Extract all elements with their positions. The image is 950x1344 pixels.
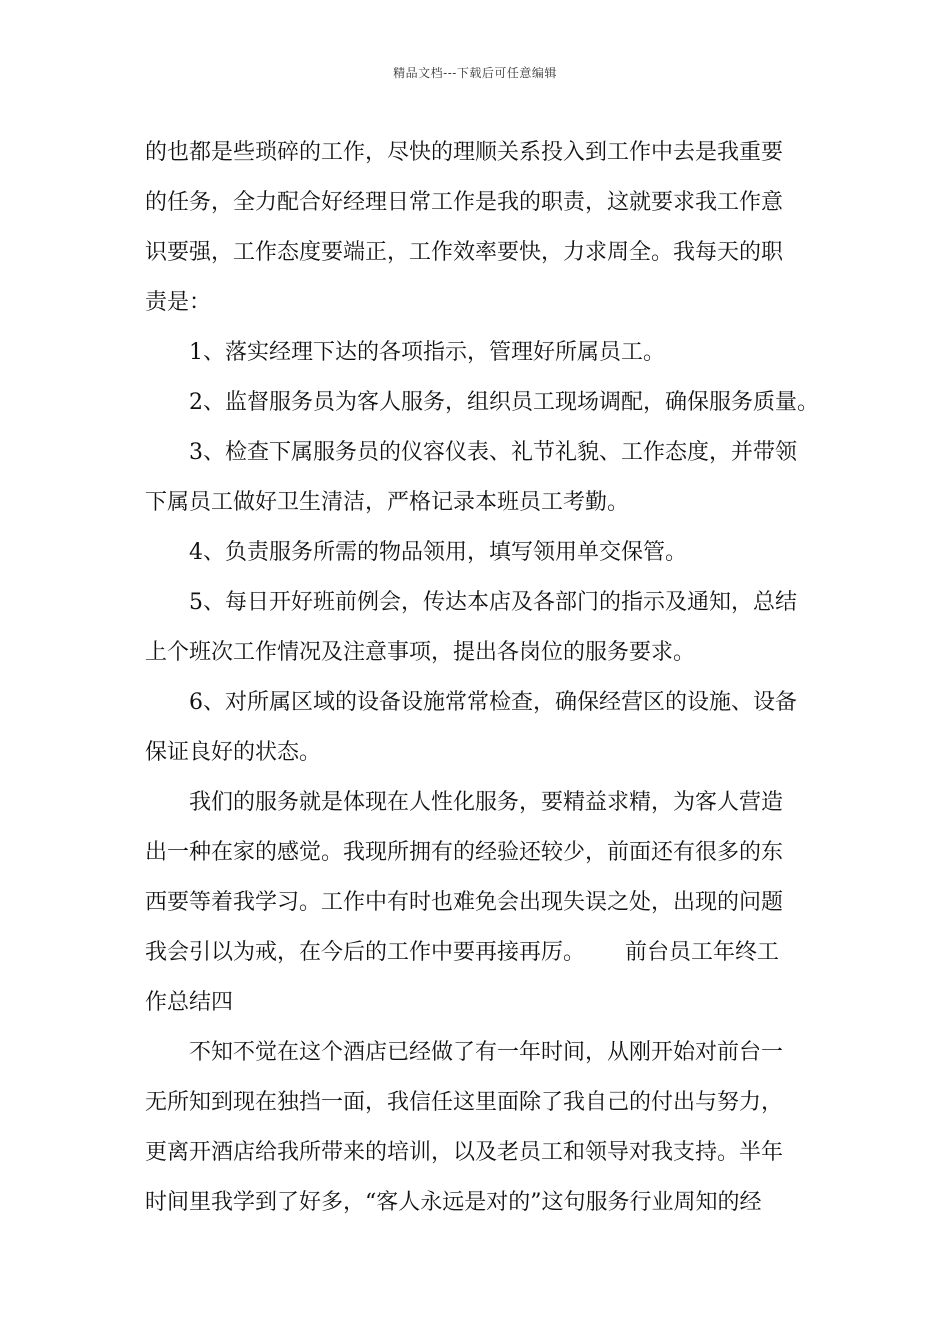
list-item-6: 6、对所属区域的设备设施常常检查，确保经营区的设施、设备 [189, 690, 797, 715]
list-item-3: 3、检查下属服务员的仪容仪表、礼节礼貌、工作态度，并带领 [189, 440, 797, 465]
text-line: 下属员工做好卫生清洁，严格记录本班员工考勤。 [145, 490, 630, 515]
list-item-2: 2、监督服务员为客人服务，组织员工现场调配，确保服务质量。 [189, 390, 819, 415]
text-line: 更离开酒店给我所带来的培训，以及老员工和领导对我支持。半年 [145, 1140, 784, 1165]
paragraph-start: 我们的服务就是体现在人性化服务，要精益求精，为客人营造 [189, 790, 784, 815]
section-title-continued: 作总结四 [145, 990, 234, 1015]
text-line: 西要等着我学习。工作中有时也难免会出现失误之处，出现的问题 [145, 890, 784, 915]
document-body [145, 128, 819, 1228]
text-line: 出一种在家的感觉。我现所拥有的经验还较少，前面还有很多的东 [145, 840, 784, 865]
text-line: 上个班次工作情况及注意事项，提出各岗位的服务要求。 [145, 640, 696, 665]
text-segment: 我会引以为戒，在今后的工作中要再接再厉。 [145, 940, 586, 965]
section-title: 前台员工年终工 [625, 940, 780, 965]
text-line: 的任务，全力配合好经理日常工作是我的职责，这就要求我工作意 [145, 190, 784, 215]
list-item-5: 5、每日开好班前例会，传达本店及各部门的指示及通知，总结 [189, 590, 797, 615]
text-line [145, 928, 810, 978]
list-item-4: 4、负责服务所需的物品领用，填写领用单交保管。 [189, 540, 687, 565]
list-item-1: 1、落实经理下达的各项指示，管理好所属员工。 [189, 340, 665, 365]
paragraph-start: 不知不觉在这个酒店已经做了有一年时间，从刚开始对前台一 [189, 1040, 784, 1065]
text-line: 识要强，工作态度要端正，工作效率要快，力求周全。我每天的职 [145, 240, 784, 265]
text-line: 的也都是些琐碎的工作，尽快的理顺关系投入到工作中去是我重要 [145, 140, 784, 165]
text-line: 责是： [145, 290, 212, 315]
text-line: 保证良好的状态。 [145, 740, 322, 765]
text-line: 时间里我学到了好多，“客人永远是对的”这句服务行业周知的经 [145, 1190, 762, 1215]
page-header: 精品文档---下载后可任意编辑 [393, 66, 557, 80]
text-line: 无所知到现在独挡一面，我信任这里面除了我自己的付出与努力， [145, 1090, 784, 1115]
